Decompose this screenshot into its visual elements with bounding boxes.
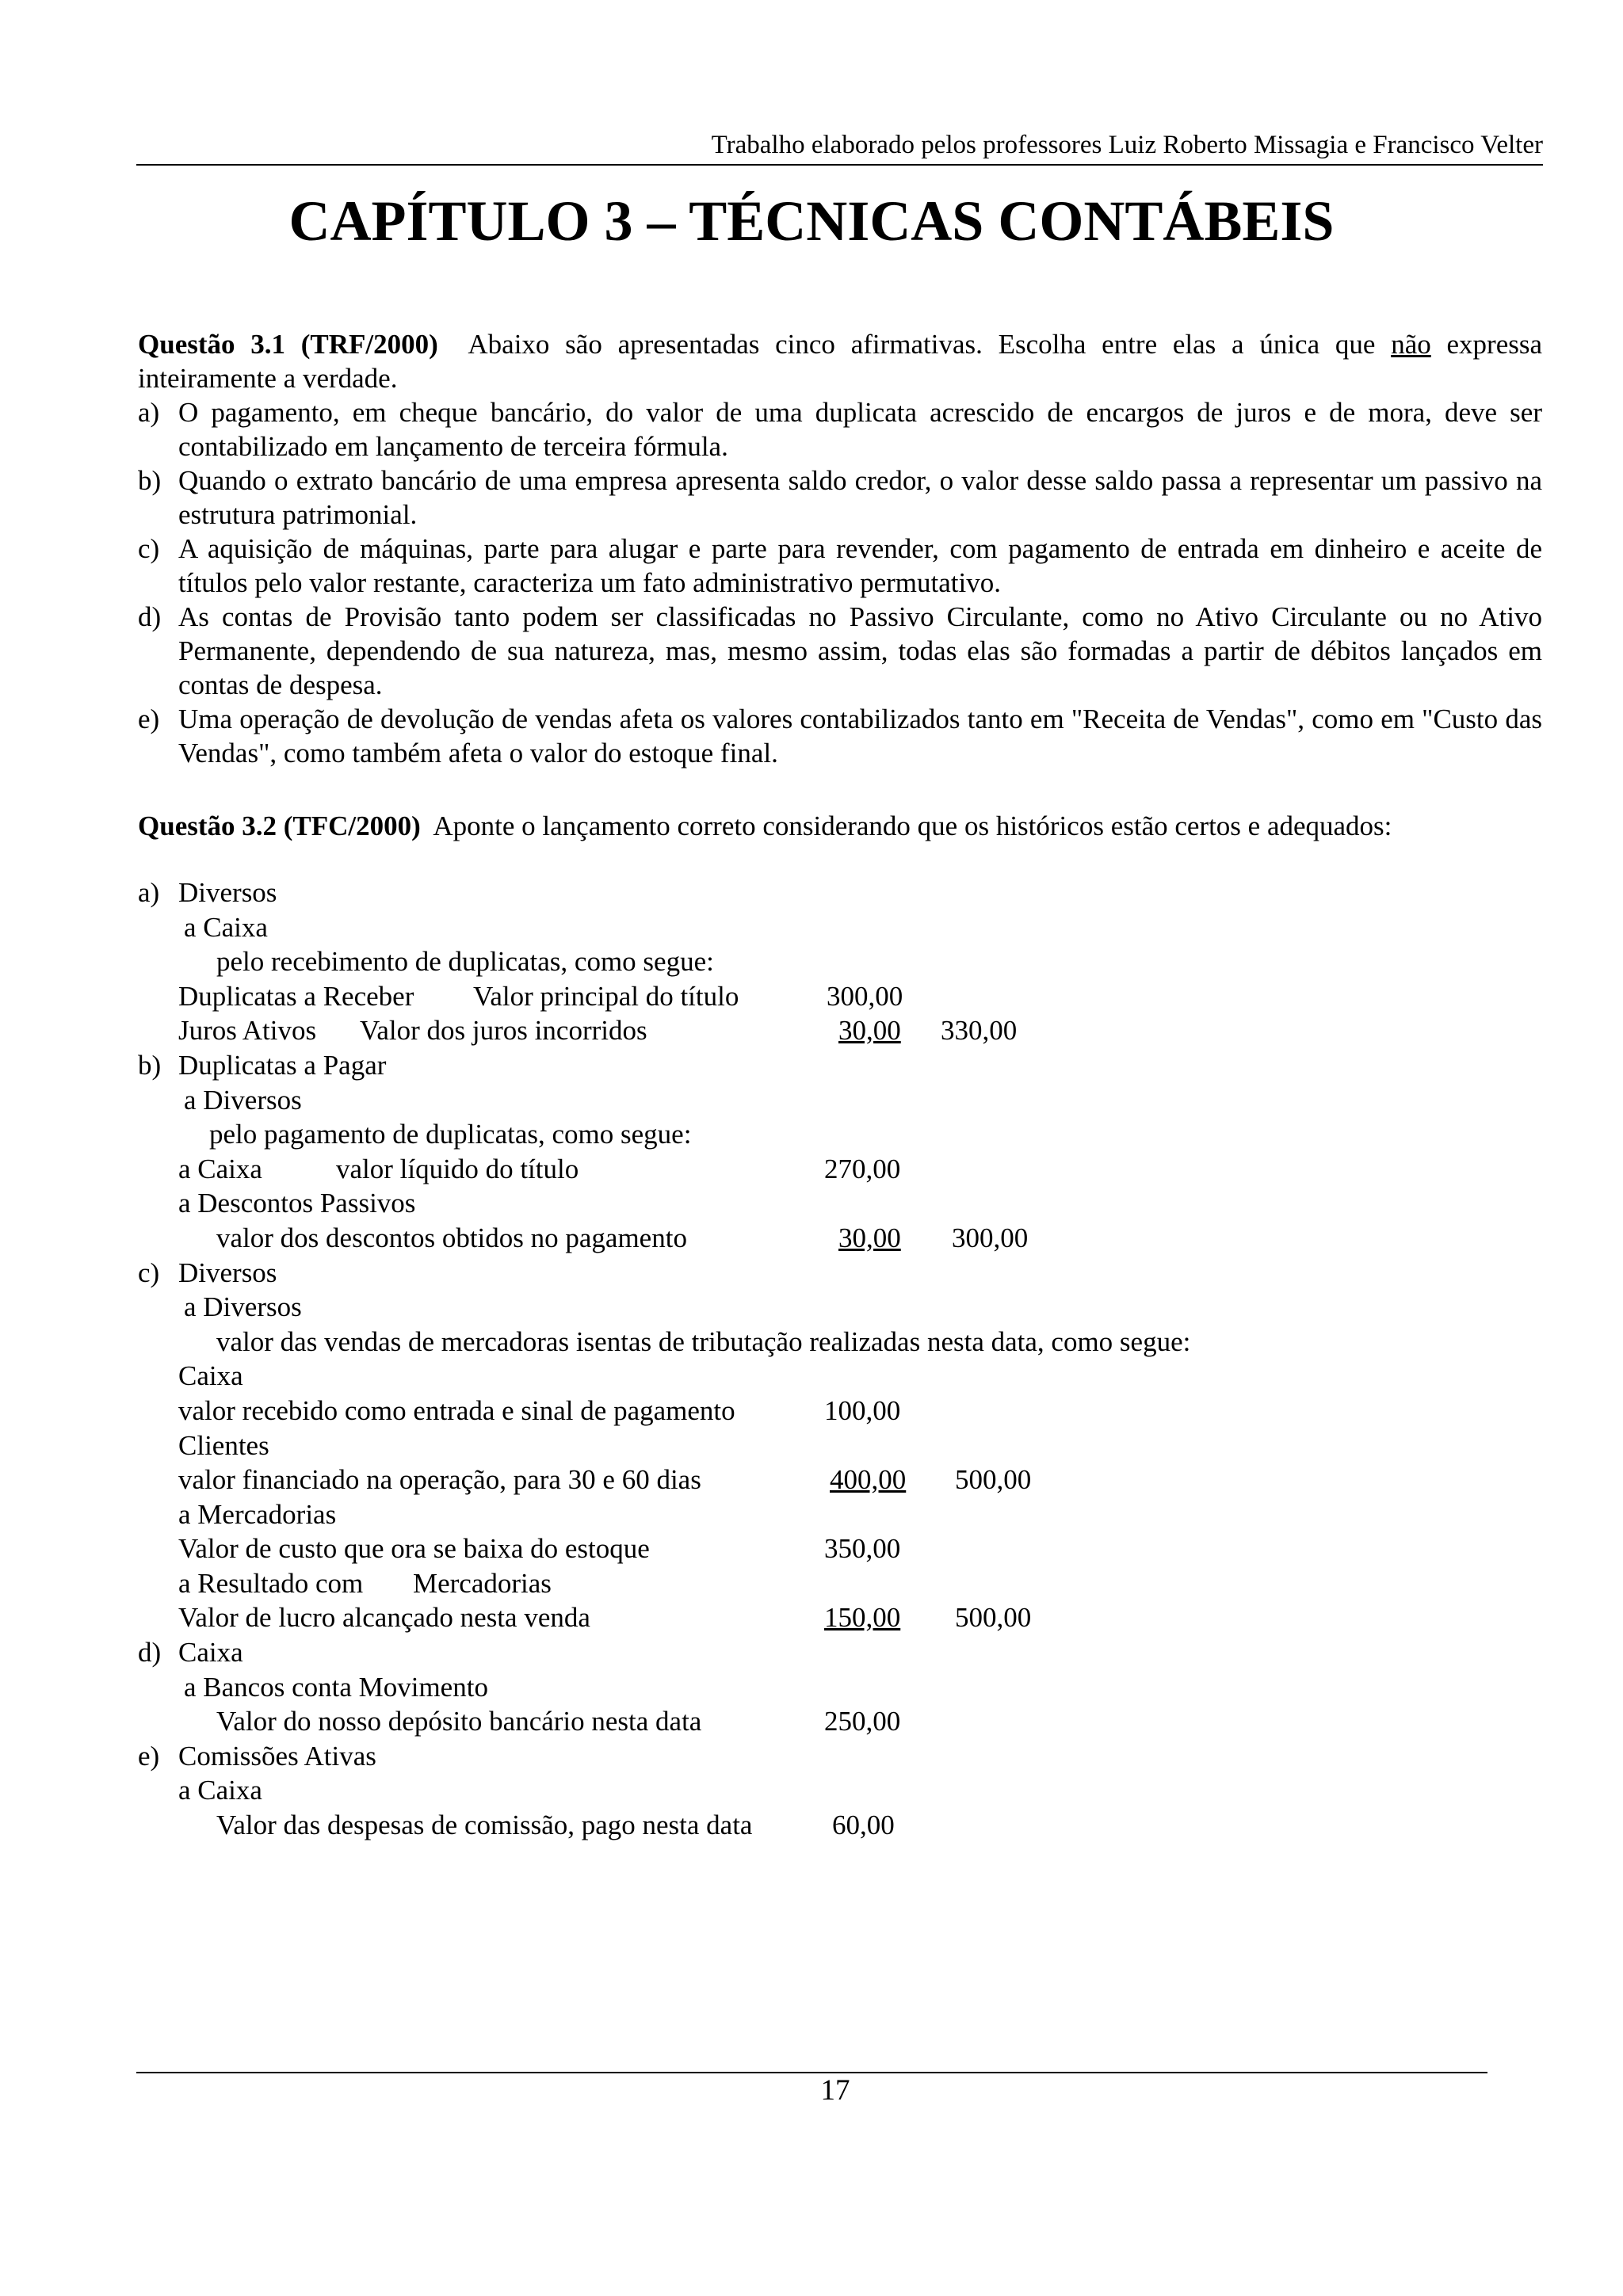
entry-a-letter: a) (138, 877, 160, 908)
entry-b-line (138, 1222, 1327, 1257)
entry-c-line (138, 1602, 1327, 1637)
option-e-letter: e) (138, 704, 160, 734)
entry-d-line (138, 1672, 1327, 1707)
question-3-1-label: Questão 3.1 (TRF/2000) (138, 329, 438, 360)
page-number: 17 (820, 2074, 850, 2107)
entry-b-total: 300,00 (952, 1222, 1029, 1253)
entry-a-line (138, 946, 1327, 981)
entry-c-total: 500,00 (955, 1602, 1032, 1634)
entry-b-account: a Caixa (178, 1153, 262, 1184)
entry-b-description: valor dos descontos obtidos no pagamento (216, 1222, 687, 1253)
entry-c-line (138, 1464, 1327, 1499)
question-3-1-intro-emphasis: não (1391, 329, 1431, 360)
entry-a-amount: 30,00 (838, 1015, 901, 1047)
entry-b-line (138, 1085, 1327, 1119)
entry-c-description: valor recebido como entrada e sinal de pagamento (178, 1394, 735, 1426)
entry-a-description: Valor dos juros incorridos (360, 1015, 647, 1047)
entry-d-line (138, 1706, 1327, 1741)
entry-b-line (138, 1119, 1327, 1154)
entry-b-description: valor líquido do título (336, 1153, 579, 1184)
entry-a-line (138, 912, 1327, 947)
entry-c-amount: 400,00 (830, 1464, 907, 1496)
entry-d-letter: d) (138, 1637, 162, 1669)
option-e (138, 702, 1542, 770)
entry-c-letter: c) (138, 1257, 160, 1288)
entry-e-letter: e) (138, 1740, 160, 1772)
chapter-title: CAPÍTULO 3 – TÉCNICAS CONTÁBEIS (288, 189, 1335, 253)
option-b-text: Quando o extrato bancário de uma empresa apresenta saldo credor, o valor desse saldo passa a representar um passivo na estrutura patrimonial. (178, 465, 1542, 530)
entry-b-amount: 270,00 (824, 1153, 901, 1184)
entry-c-description: Valor de lucro alcançado nesta venda (178, 1602, 590, 1634)
option-e-text: Uma operação de devolução de vendas afeta os valores contabilizados tanto em "Receita de Vendas", como em "Custo das Vendas", como também afeta o valor do estoque final. (178, 704, 1542, 769)
entry-b-history: pelo pagamento de duplicatas, como segue: (209, 1119, 692, 1150)
entry-e-debit-account: Comissões Ativas (178, 1740, 376, 1772)
option-a-text: O pagamento, em cheque bancário, do valor de uma duplicata acrescido de encargos de juros e de mora, deve ser contabilizado em lançamento de terceira fórmula. (178, 397, 1542, 462)
entry-c-line (138, 1499, 1327, 1534)
entry-c-debit-account: Diversos (178, 1257, 277, 1288)
entry-e-line (138, 1810, 1327, 1844)
entry-a-debit-account: Diversos (178, 877, 277, 908)
entry-c-account: Clientes (178, 1429, 269, 1461)
entry-e-line (138, 1775, 1327, 1810)
entry-c-account: a Resultado com (178, 1567, 364, 1599)
entry-e-line (138, 1741, 1327, 1775)
header-divider (136, 164, 1543, 166)
option-b (138, 463, 1542, 532)
entry-d-description: Valor do nosso depósito bancário nesta data (216, 1706, 702, 1737)
entry-c-amount: 350,00 (824, 1533, 901, 1565)
entry-d-credit-account: a Bancos conta Movimento (184, 1671, 488, 1703)
entry-c-line (138, 1533, 1327, 1568)
entry-b-amount: 30,00 (838, 1222, 901, 1253)
entry-a-account: Duplicatas a Receber (178, 980, 414, 1012)
entry-c-line (138, 1326, 1327, 1361)
option-d-letter: d) (138, 601, 162, 632)
entry-c-account: a Mercadorias (178, 1498, 337, 1530)
entry-d-line (138, 1637, 1327, 1672)
entry-a-account: Juros Ativos (178, 1015, 317, 1047)
entry-d-debit-account: Caixa (178, 1637, 243, 1669)
entry-c-total: 500,00 (955, 1464, 1032, 1496)
option-c-letter: c) (138, 533, 160, 564)
entry-c-description: Valor de custo que ora se baixa do estoque (178, 1533, 650, 1565)
entry-a-total: 330,00 (941, 1015, 1018, 1047)
entry-a-amount: 300,00 (827, 980, 903, 1012)
question-3-2-entries (138, 877, 1327, 1844)
question-3-1-intro-text-end: expressa inteiramente a verdade. (138, 329, 1543, 394)
entry-b-debit-account: Duplicatas a Pagar (178, 1049, 387, 1081)
entry-e-amount: 60,00 (832, 1810, 895, 1841)
entry-b-credit-account: a Diversos (184, 1084, 302, 1116)
entry-a-line (138, 1015, 1327, 1050)
entry-d-amount: 250,00 (824, 1706, 901, 1737)
entry-a-history: pelo recebimento de duplicatas, como segue: (216, 946, 714, 978)
option-a-letter: a) (138, 397, 160, 428)
option-c-text: A aquisição de máquinas, parte para alugar e parte para revender, com pagamento de entrada em dinheiro e aceite de títulos pelo valor restante, caracteriza um fato administrativo permutativo. (178, 533, 1542, 598)
entry-c-amount: 100,00 (824, 1394, 901, 1426)
option-a (138, 395, 1542, 463)
entry-c-history: valor das vendas de mercadoras isentas de tributação realizadas nesta data, como segue: (216, 1325, 1191, 1357)
entry-c-line (138, 1291, 1327, 1326)
entry-b-line (138, 1154, 1327, 1188)
entry-c-line (138, 1360, 1327, 1395)
entry-c-line (138, 1257, 1327, 1292)
question-3-2-intro (138, 809, 1542, 843)
entry-a-credit-account: a Caixa (184, 911, 268, 943)
question-3-2-intro-text: Aponte o lançamento correto considerando que os históricos estão certos e adequados: (433, 810, 1392, 841)
option-b-letter: b) (138, 465, 162, 496)
question-3-1 (138, 327, 1542, 770)
entry-c-account: Caixa (178, 1360, 243, 1392)
entry-c-credit-account: a Diversos (184, 1291, 302, 1323)
entry-b-line (138, 1050, 1327, 1085)
entry-a-line (138, 877, 1327, 912)
entry-c-line (138, 1568, 1327, 1603)
running-header: Trabalho elaborado pelos professores Luiz Roberto Missagia e Francisco Velter (711, 131, 1543, 159)
entry-c-account-continued: Mercadorias (413, 1567, 552, 1599)
option-c (138, 532, 1542, 600)
entry-b-letter: b) (138, 1049, 162, 1081)
entry-e-credit-account: a Caixa (178, 1775, 262, 1806)
entry-c-description: valor financiado na operação, para 30 e 60 dias (178, 1464, 701, 1496)
question-3-1-intro (138, 327, 1542, 395)
question-3-1-intro-text: Abaixo são apresentadas cinco afirmativas. Escolha entre elas a única que (468, 329, 1376, 360)
entry-b-account: a Descontos Passivos (178, 1188, 416, 1219)
entry-c-line (138, 1395, 1327, 1430)
option-d (138, 600, 1542, 702)
option-d-text: As contas de Provisão tanto podem ser classificadas no Passivo Circulante, como no Ativo Circulante ou no Ativo Permanente, dependendo de sua natureza, mas, mesmo assim, todas elas são formadas a partir de débitos lançados em contas de despesa. (178, 601, 1542, 700)
entry-b-line (138, 1188, 1327, 1222)
entry-a-line (138, 981, 1327, 1016)
entry-a-description: Valor principal do título (473, 980, 739, 1012)
entry-c-line (138, 1430, 1327, 1465)
question-3-2-label: Questão 3.2 (TFC/2000) (138, 810, 421, 841)
entry-e-description: Valor das despesas de comissão, pago nesta data (216, 1810, 753, 1841)
entry-c-amount: 150,00 (824, 1602, 901, 1634)
